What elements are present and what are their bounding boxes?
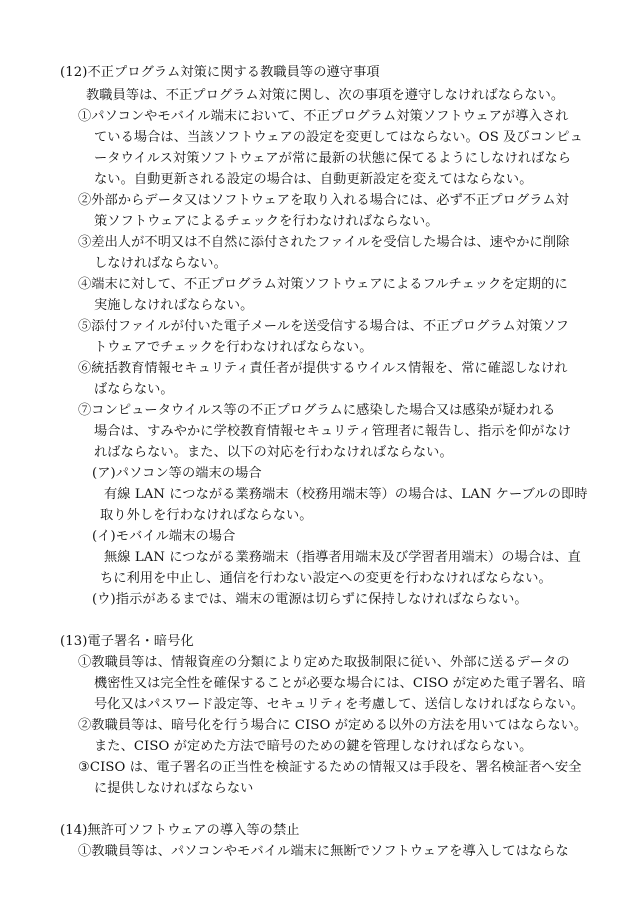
section-12-item-7-line-3: ればならない。また、以下の対応を行わなければならない。: [94, 445, 453, 460]
section-14-heading: (14)無許可ソフトウェアの導入等の禁止: [60, 823, 300, 838]
section-13-item-2-line-2: また、CISO が定めた方法で暗号のための鍵を管理しなければならない。: [94, 739, 533, 754]
section-12-item-6-line-2: ばならない。: [94, 382, 174, 397]
section-12-item-6-line-1: ⑥統括教育情報セキュリティ責任者が提供するウイルス情報を、常に確認しなけれ: [78, 361, 568, 376]
section-12-item-1-line-1: ①パソコンやモバイル端末において、不正プログラム対策ソフトウェアが導入され: [78, 109, 569, 124]
section-12-heading: (12)不正プログラム対策に関する教職員等の遵守事項: [60, 65, 380, 80]
section-13-item-2-line-1: ②教職員等は、暗号化を行う場合に CISO が定める以外の方法を用いてはならない。: [78, 718, 588, 733]
section-12-item-3-line-1: ③差出人が不明又は不自然に添付されたファイルを受信した場合は、速やかに削除: [78, 235, 570, 250]
section-12-item-2-line-1: ②外部からデータ又はソフトウェアを取り入れる場合には、必ず不正プログラム対: [78, 193, 569, 208]
section-12-item-5-line-2: トウェアでチェックを行わなければならない。: [94, 340, 373, 355]
subitem-a-body-line-2: 取り外しを行わなければならない。: [100, 508, 313, 523]
subitem-a-body-line-1: 有線 LAN につながる業務端末（校務用端末等）の場合は、LAN ケーブルの即時: [104, 487, 588, 502]
section-12-item-7-line-1: ⑦コンピュータウイルス等の不正プログラムに感染した場合又は感染が疑われる: [78, 403, 556, 418]
section-12-item-7-line-2: 場合は、すみやかに学校教育情報セキュリティ管理者に報告し、指示を仰がなけ: [94, 424, 572, 439]
section-13-item-1-line-1: ①教職員等は、情報資産の分類により定めた取扱制限に従い、外部に送るデータの: [78, 655, 570, 670]
section-14-item-1-line-1: ①教職員等は、パソコンやモバイル端末に無断でソフトウェアを導入してはならな: [78, 844, 569, 859]
subitem-c-title: (ウ)指示があるまでは、端末の電源は切らずに保持しなければならない。: [92, 592, 528, 607]
section-13-item-3-line-1: ③CISO は、電子署名の正当性を検証するための情報又は手段を、署名検証者へ安全: [78, 760, 582, 775]
section-12-item-2-line-2: 策ソフトウェアによるチェックを行わなければならない。: [94, 214, 439, 229]
section-12-item-1-line-4: ない。自動更新される設定の場合は、自動更新設定を変えてはならない。: [94, 172, 533, 187]
subitem-b-title: (イ)モバイル端末の場合: [92, 529, 236, 544]
section-13-item-3-line-2: に提供しなければならない: [94, 781, 254, 796]
section-12-item-4-line-1: ④端末に対して、不正プログラム対策ソフトウェアによるフルチェックを定期的に: [78, 277, 568, 292]
subitem-b-body-line-1: 無線 LAN につながる業務端末（指導者用端末及び学習者用端末）の場合は、直: [104, 550, 581, 565]
subitem-a-title: (ア)パソコン等の端末の場合: [92, 466, 262, 481]
section-12-item-1-line-2: ている場合は、当該ソフトウェアの設定を変更してはならない。OS 及びコンピュ: [94, 130, 583, 145]
section-12-item-5-line-1: ⑤添付ファイルが付いた電子メールを送受信する場合は、不正プログラム対策ソフ: [78, 319, 569, 334]
section-12-item-1-line-3: ータウイルス対策ソフトウェアが常に最新の状態に保てるようにしなければなら: [94, 151, 572, 166]
section-13-item-1-line-3: 号化又はパスワード設定等、セキュリティを考慮して、送信しなければならない。: [94, 697, 585, 712]
subitem-b-body-line-2: ちに利用を中止し、通信を行わない設定への変更を行わなければならない。: [100, 571, 552, 586]
section-12-item-4-line-2: 実施しなければならない。: [94, 298, 254, 313]
section-13-heading: (13)電子署名・暗号化: [60, 634, 194, 649]
section-12-intro: 教職員等は、不正プログラム対策に関し、次の事項を遵守しなければならない。: [86, 88, 565, 103]
section-13-item-1-line-2: 機密性又は完全性を確保することが必要な場合には、CISO が定めた電子署名、暗: [94, 676, 586, 691]
section-12-item-3-line-2: しなければならない。: [94, 256, 227, 271]
